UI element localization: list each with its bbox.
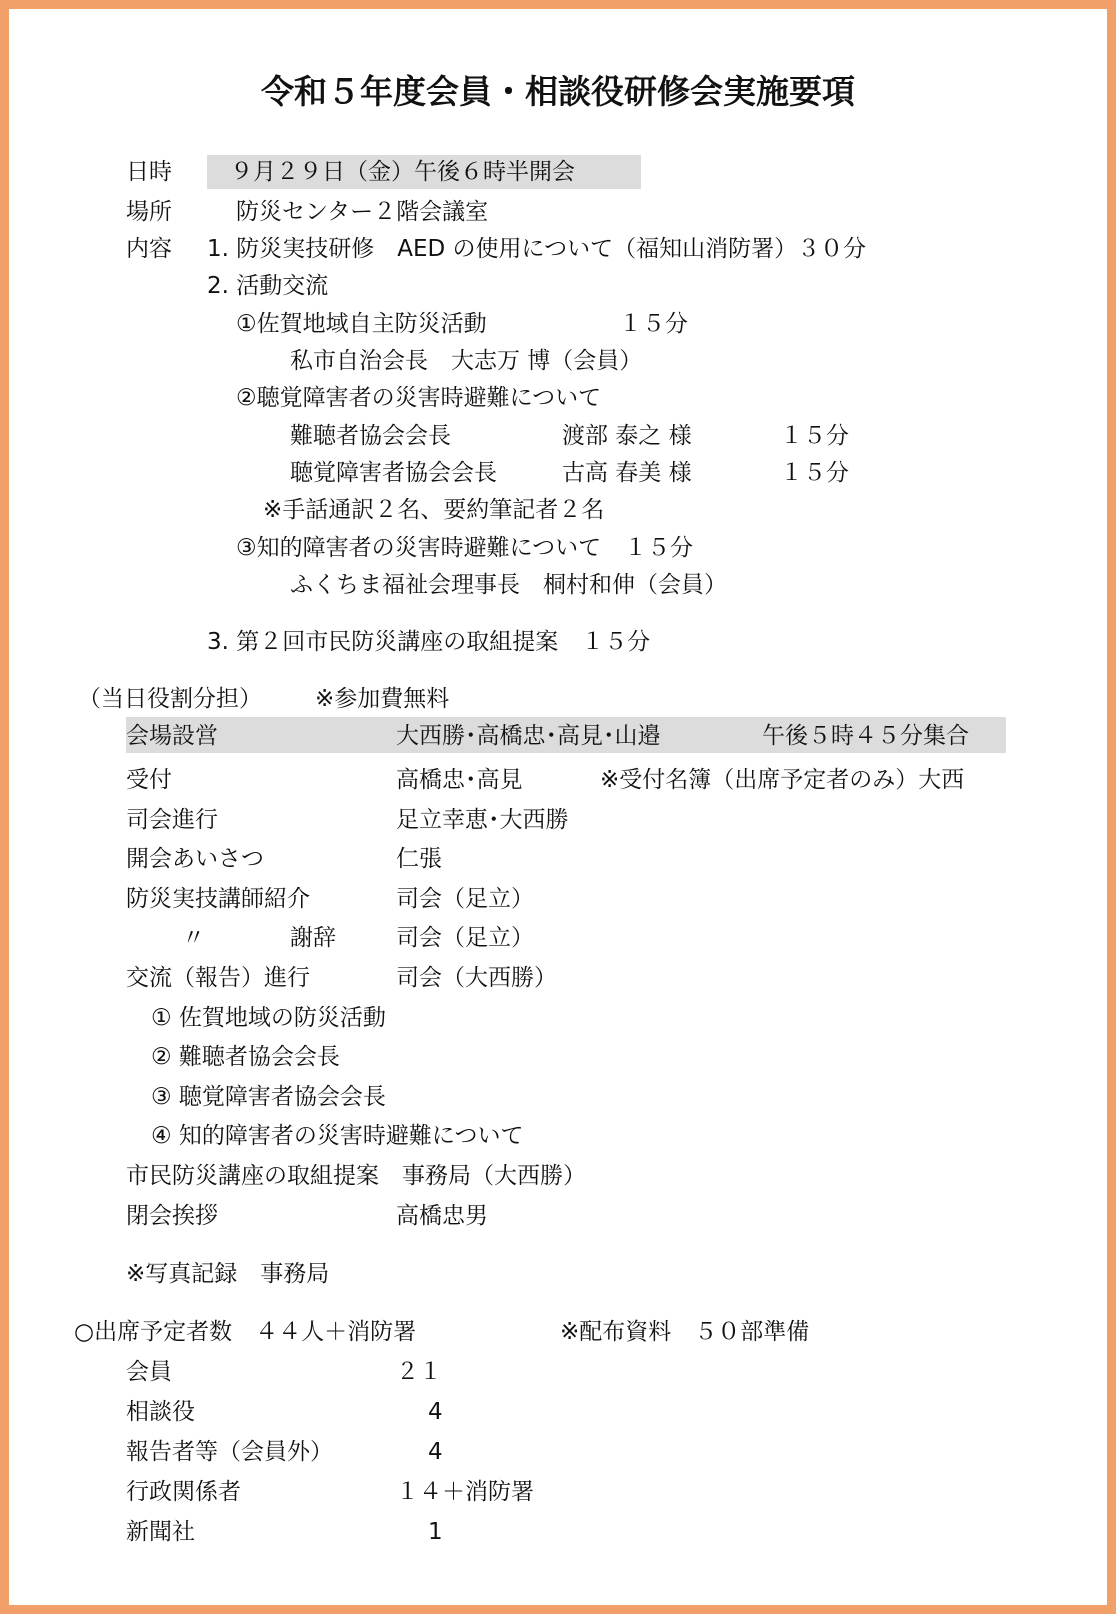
sub3-person: ふくちま福祉会理事長 桐村和伸（会員） [290, 572, 727, 598]
sub2-a-time: １５分 [780, 423, 849, 449]
date-label: 日時 [126, 159, 172, 185]
sub3-title: ③知的障害者の災害時避難について １５分 [236, 535, 694, 561]
attendance-label: 行政関係者 [126, 1479, 241, 1505]
role-label: 防災実技講師紹介 [126, 886, 310, 912]
place-value: 防災センター２階会議室 [236, 199, 489, 225]
role-value: 司会（足立） [396, 925, 534, 951]
content-item-1: 1. 防災実技研修 AED の使用について（福知山消防署）３０分 [207, 236, 867, 262]
report-list-item: ① 佐賀地域の防災活動 [151, 1005, 386, 1031]
roles-heading: （当日役割分担） [78, 686, 262, 712]
attendance-label: 相談役 [126, 1399, 195, 1425]
attendance-heading: ○出席予定者数 ４４人＋消防署 [74, 1319, 417, 1345]
sub2-a-role: 難聴者協会会長 [290, 423, 451, 449]
sub2-title: ②聴覚障害者の災害時避難について [236, 385, 602, 411]
role-extra: 午後５時４５分集合 [762, 723, 969, 749]
role-label: 開会あいさつ [126, 846, 264, 872]
attendance-value: 4 [428, 1399, 443, 1425]
fee-note: ※参加費無料 [315, 686, 450, 712]
attendance-value: 1 [428, 1519, 443, 1545]
date-value: ９月２９日（金）午後６時半開会 [207, 155, 641, 189]
sub2-a-name: 渡部 泰之 様 [562, 423, 692, 449]
attendance-value: 4 [428, 1439, 443, 1465]
role-label: 謝辞 [290, 925, 336, 951]
role-value: 司会（大西勝） [396, 965, 557, 991]
attendance-label: 報告者等（会員外） [126, 1439, 333, 1465]
proposal-line: 市民防災講座の取組提案 事務局（大西勝） [126, 1163, 586, 1189]
content-item-2: 2. 活動交流 [207, 273, 329, 299]
sub1-person: 私市自治会長 大志万 博（会員） [290, 348, 643, 374]
role-value: 高橋忠･高見 [396, 767, 523, 793]
closing-label: 閉会挨拶 [126, 1203, 218, 1229]
report-list-item: ③ 聴覚障害者協会会長 [151, 1084, 386, 1110]
sub2-note: ※手話通訳２名、要約筆記者２名 [263, 497, 605, 523]
role-label: 会場設営 [126, 723, 218, 749]
sub2-b-role: 聴覚障害者協会会長 [290, 460, 497, 486]
photo-note: ※写真記録 事務局 [126, 1261, 330, 1287]
role-value: 司会（足立） [396, 886, 534, 912]
place-label: 場所 [126, 199, 172, 225]
materials-note: ※配布資料 ５０部準備 [560, 1319, 810, 1345]
ditto-mark: 〃 [182, 925, 205, 951]
sub2-b-name: 古高 春美 様 [562, 460, 692, 486]
sub1-title: ①佐賀地域自主防災活動 [236, 311, 487, 337]
report-list-item: ④ 知的障害者の災害時避難について [151, 1123, 524, 1149]
role-value: 仁張 [396, 846, 442, 872]
role-extra: ※受付名簿（出席予定者のみ）大西 [600, 767, 965, 793]
attendance-value: ２１ [396, 1359, 442, 1385]
sub2-b-time: １５分 [780, 460, 849, 486]
attendance-label: 新聞社 [126, 1519, 195, 1545]
attendance-label: 会員 [126, 1359, 172, 1385]
content-label: 内容 [126, 236, 172, 262]
role-value: 大西勝･高橋忠･高見･山邉 [396, 723, 661, 749]
closing-value: 高橋忠男 [396, 1203, 488, 1229]
role-label: 受付 [126, 767, 172, 793]
report-list-item: ② 難聴者協会会長 [151, 1044, 340, 1070]
content-item-3: 3. 第２回市民防災講座の取組提案 １５分 [207, 629, 651, 655]
role-value: 足立幸恵･大西勝 [396, 807, 569, 833]
attendance-value: １４＋消防署 [396, 1479, 534, 1505]
sub1-time: １５分 [619, 311, 688, 337]
page-title: 令和５年度会員・相談役研修会実施要項 [261, 72, 855, 111]
role-label: 交流（報告）進行 [126, 965, 310, 991]
role-label: 司会進行 [126, 807, 218, 833]
